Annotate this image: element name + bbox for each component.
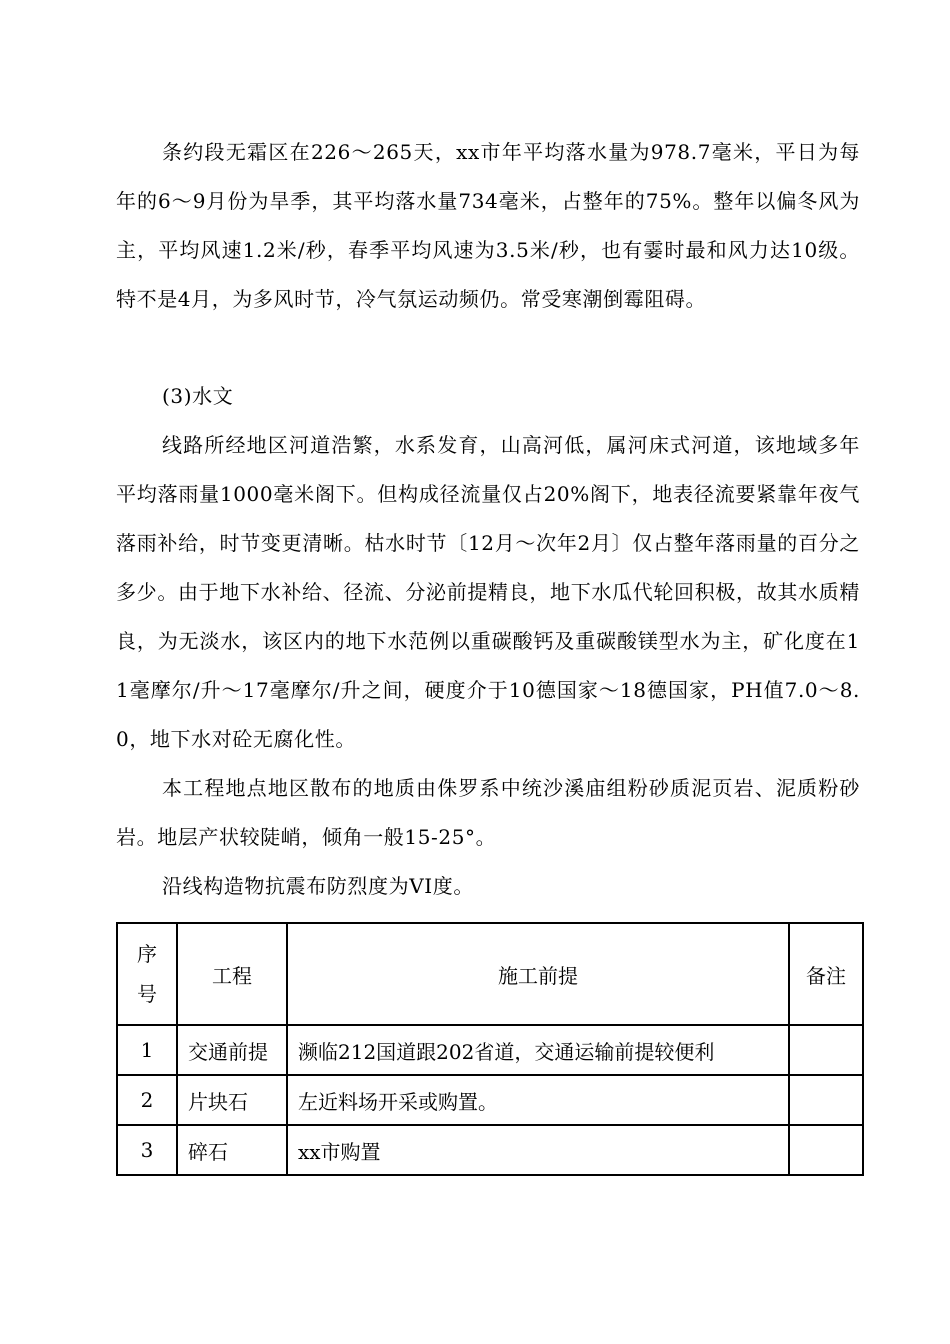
row-no: 2 xyxy=(117,1075,177,1125)
row-no: 1 xyxy=(117,1025,177,1075)
header-note: 备注 xyxy=(789,923,863,1025)
row-condition: 濒临212国道跟202省道，交通运输前提较便利 xyxy=(287,1025,789,1075)
table-header-row xyxy=(117,923,863,1025)
row-note xyxy=(789,1125,863,1175)
construction-conditions-table xyxy=(116,922,864,1176)
row-item: 片块石 xyxy=(177,1075,287,1125)
table-row xyxy=(117,1075,863,1125)
row-note xyxy=(789,1025,863,1075)
hydrology-paragraph: 线路所经地区河道浩繁，水系发育，山高河低，属河床式河道，该地域多年平均落雨量1000毫米阁下。但构成径流量仅占20%阁下，地表径流要紧靠年夜气落雨补给，时节变更清晰。枯水时节〔12月～次年2月〕仅占整年落雨量的百分之多少。由于地下水补给、径流、分泌前提精良，地下水瓜代轮回积极，故其水质精良，为无淡水，该区内的地下水范例以重碳酸钙及重碳酸镁型水为主，矿化度在11毫摩尔/升～17毫摩尔/升之间，硬度介于10德国家～18德国家，PH值7.0～8.0，地下水对砼无腐化性。 xyxy=(116,433,860,751)
climate-paragraph: 条约段无霜区在226～265天，xx市年平均落水量为978.7毫米，平日为每年的6～9月份为旱季，其平均落水量734毫米，占整年的75%。整年以偏冬风为主，平均风速1.2米/秒，春季平均风速为3.5米/秒，也有霎时最和风力达10级。特不是4月，为多风时节，冷气氛运动频仍。常受寒潮倒霉阻碍。 xyxy=(116,140,860,311)
header-item: 工程 xyxy=(177,923,287,1025)
header-no-cell xyxy=(117,923,177,1025)
row-note xyxy=(789,1075,863,1125)
row-no: 3 xyxy=(117,1125,177,1175)
row-condition: 左近料场开采或购置。 xyxy=(287,1075,789,1125)
geology-paragraph: 本工程地点地区散布的地质由侏罗系中统沙溪庙组粉砂质泥页岩、泥质粉砂岩。地层产状较陡峭，倾角一般15-25°。 xyxy=(116,776,860,849)
table-row xyxy=(117,1025,863,1075)
seismic-paragraph: 沿线构造物抗震布防烈度为VI度。 xyxy=(162,874,474,898)
row-condition: xx市购置 xyxy=(287,1125,789,1175)
header-no: 序号 xyxy=(137,942,157,1006)
table-row xyxy=(117,1125,863,1175)
row-item: 交通前提 xyxy=(177,1025,287,1075)
header-condition: 施工前提 xyxy=(287,923,789,1025)
row-item: 碎石 xyxy=(177,1125,287,1175)
hydrology-heading: (3)水文 xyxy=(162,384,234,408)
